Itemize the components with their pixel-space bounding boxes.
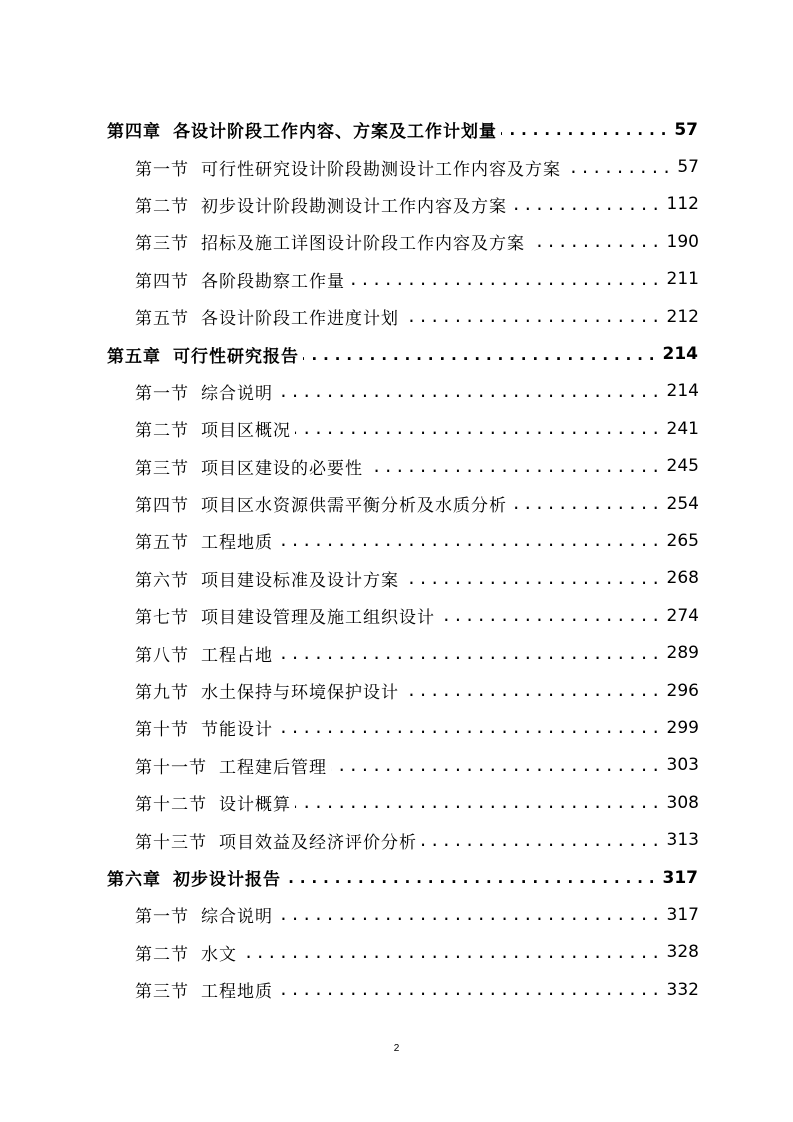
toc-entry-page: 112 [666, 194, 699, 215]
toc-entry-text: 初步设计阶段勘测设计工作内容及方案 [201, 196, 507, 217]
toc-entry-page: 313 [666, 830, 699, 851]
toc-dot-leader [285, 868, 659, 887]
toc-entry-page: 265 [666, 530, 699, 551]
toc-entry-page: 190 [666, 231, 699, 252]
toc-chapter-5[interactable] [0, 335, 793, 372]
toc-dot-leader [277, 905, 663, 924]
toc-entry-number: 第三节 [135, 458, 189, 479]
toc-entry-page: 299 [666, 717, 699, 738]
toc-entry-title [135, 416, 291, 441]
toc-entry-number: 第三节 [135, 234, 189, 255]
toc-entry-number: 第一节 [135, 907, 189, 928]
toc-entry-number: 第十一节 [135, 757, 207, 778]
toc-entry-title [135, 715, 273, 740]
toc-entry-page: 289 [666, 643, 699, 664]
toc-dot-leader [295, 793, 663, 812]
toc-entry-number: 第四节 [135, 271, 189, 292]
toc-section[interactable] [0, 634, 793, 671]
toc-entry-text: 项目区概况 [201, 421, 291, 442]
toc-entry-title [135, 977, 273, 1002]
toc-entry-title [135, 379, 273, 404]
toc-entry-title [135, 753, 327, 778]
toc-entry-title [135, 566, 399, 591]
toc-entry-title [135, 454, 363, 479]
toc-chapter-6[interactable] [0, 859, 793, 896]
toc-entry-text: 可行性研究设计阶段勘测设计工作内容及方案 [201, 159, 561, 180]
toc-entry-number: 第八节 [135, 645, 189, 666]
toc-dot-leader [529, 232, 663, 251]
toc-entry-text: 项目建设标准及设计方案 [201, 570, 399, 591]
toc-entry-page: 214 [662, 344, 698, 365]
toc-entry-number: 第九节 [135, 683, 189, 704]
toc-dot-leader [277, 718, 663, 737]
toc-entry-title [135, 678, 399, 703]
toc-entry-number: 第一节 [135, 383, 189, 404]
toc-entry-number: 第十节 [135, 720, 189, 741]
toc-entry-page: 254 [666, 493, 699, 514]
toc-dot-leader [303, 345, 659, 364]
page-number: 2 [393, 1043, 400, 1054]
toc-entry-text: 项目效益及经济评价分析 [219, 832, 417, 853]
toc-entry-text: 工程占地 [201, 645, 273, 666]
toc-section[interactable] [0, 373, 793, 410]
toc-dot-leader [439, 606, 663, 625]
toc-entry-text: 可行性研究报告 [173, 346, 299, 367]
toc-section[interactable] [0, 971, 793, 1008]
toc-entry-number: 第五节 [135, 309, 189, 330]
toc-entry-page: 328 [666, 942, 699, 963]
toc-dot-leader [501, 120, 670, 139]
toc-section[interactable] [0, 747, 793, 784]
toc-entry-number: 第一节 [135, 159, 189, 180]
toc-section[interactable] [0, 896, 793, 933]
toc-entry-page: 274 [666, 605, 699, 626]
toc-entry-title [135, 940, 237, 965]
toc-entry-title [135, 229, 525, 254]
toc-dot-leader [367, 457, 663, 476]
toc-section[interactable] [0, 672, 793, 709]
toc-entry-title [135, 603, 435, 628]
toc-entry-title [135, 304, 399, 329]
toc-dot-leader [421, 831, 663, 850]
toc-entry-text: 项目区水资源供需平衡分析及水质分析 [201, 496, 507, 517]
toc-entry-text: 工程建后管理 [219, 757, 327, 778]
toc-section[interactable] [0, 560, 793, 597]
toc-section[interactable] [0, 261, 793, 298]
toc-entry-page: 296 [666, 680, 699, 701]
toc-section[interactable] [0, 784, 793, 821]
toc-entry-text: 各设计阶段工作内容、方案及工作计划量 [173, 122, 497, 143]
toc-entry-text: 初步设计报告 [173, 870, 281, 890]
toc-entry-text: 各设计阶段工作进度计划 [201, 309, 399, 330]
toc-entry-number: 第二节 [135, 421, 189, 442]
toc-entry-page: 332 [666, 979, 699, 1000]
toc-entry-text: 水土保持与环境保护设计 [201, 683, 399, 704]
toc-entry-number: 第二节 [135, 944, 189, 965]
toc-entry-text: 工程地质 [201, 533, 273, 554]
toc-entry-page: 303 [666, 755, 699, 776]
toc-entry-title [135, 790, 291, 815]
toc-entry-title [135, 192, 507, 217]
toc-dot-leader [511, 494, 663, 513]
toc-section[interactable] [0, 522, 793, 559]
toc-entry-title [135, 491, 507, 516]
toc-entry-page: 268 [666, 568, 699, 589]
toc-entry-number: 第十二节 [135, 795, 207, 816]
toc-section[interactable] [0, 821, 793, 858]
toc-entry-number: 第四节 [135, 496, 189, 517]
toc-dot-leader [331, 756, 663, 775]
toc-section[interactable] [0, 148, 793, 185]
toc-entry-page: 241 [666, 418, 699, 439]
toc-entry-page: 317 [662, 867, 698, 888]
toc-entry-page: 245 [666, 456, 699, 477]
toc-section[interactable] [0, 709, 793, 746]
toc-entry-page: 57 [674, 119, 698, 140]
toc-entry-title [135, 828, 417, 853]
table-of-contents [0, 111, 793, 1008]
toc-dot-leader [277, 980, 663, 999]
toc-entry-title [135, 528, 273, 553]
toc-entry-page: 214 [666, 381, 699, 402]
toc-entry-text: 节能设计 [201, 720, 273, 741]
toc-entry-text: 项目区建设的必要性 [201, 458, 363, 479]
toc-dot-leader [241, 943, 663, 962]
toc-entry-text: 水文 [201, 944, 237, 965]
toc-entry-text: 综合说明 [201, 383, 273, 404]
toc-entry-page: 212 [666, 306, 699, 327]
toc-entry-title [107, 117, 497, 142]
toc-dot-leader [349, 270, 663, 289]
toc-entry-number: 第五章 [107, 346, 161, 367]
toc-section[interactable] [0, 597, 793, 634]
toc-entry-title [135, 641, 273, 666]
toc-entry-text: 设计概算 [219, 795, 291, 816]
toc-entry-title [135, 902, 273, 927]
toc-dot-leader [403, 569, 663, 588]
toc-entry-number: 第三节 [135, 982, 189, 1003]
toc-dot-leader [403, 307, 663, 326]
toc-entry-number: 第四章 [107, 122, 161, 143]
toc-dot-leader [403, 681, 663, 700]
toc-entry-number: 第二节 [135, 196, 189, 217]
toc-dot-leader [277, 531, 663, 550]
toc-section[interactable] [0, 410, 793, 447]
toc-section[interactable] [0, 934, 793, 971]
toc-chapter-4[interactable] [0, 111, 793, 148]
toc-dot-leader [511, 195, 663, 214]
toc-section[interactable] [0, 448, 793, 485]
toc-entry-page: 308 [666, 792, 699, 813]
toc-entry-text: 工程地质 [201, 982, 273, 1003]
toc-entry-number: 第六节 [135, 570, 189, 591]
toc-entry-number: 第六章 [107, 870, 161, 890]
toc-dot-leader [565, 158, 673, 177]
toc-entry-page: 317 [666, 904, 699, 925]
toc-entry-text: 各阶段勘察工作量 [201, 271, 345, 292]
toc-entry-page: 57 [677, 157, 699, 178]
toc-section[interactable] [0, 186, 793, 223]
toc-entry-page: 211 [666, 269, 699, 290]
toc-entry-text: 综合说明 [201, 907, 273, 928]
toc-dot-leader [277, 644, 663, 663]
toc-section[interactable] [0, 485, 793, 522]
toc-entry-title [107, 342, 299, 367]
toc-section[interactable] [0, 223, 793, 260]
toc-entry-title [107, 865, 281, 890]
toc-dot-leader [295, 419, 663, 438]
toc-dot-leader [277, 382, 663, 401]
toc-entry-title [135, 155, 561, 180]
toc-section[interactable] [0, 298, 793, 335]
toc-entry-text: 项目建设管理及施工组织设计 [201, 608, 435, 629]
toc-entry-text: 招标及施工详图设计阶段工作内容及方案 [201, 234, 525, 255]
toc-entry-number: 第五节 [135, 533, 189, 554]
toc-entry-number: 第七节 [135, 608, 189, 629]
toc-entry-title [135, 267, 345, 292]
toc-entry-number: 第十三节 [135, 832, 207, 853]
